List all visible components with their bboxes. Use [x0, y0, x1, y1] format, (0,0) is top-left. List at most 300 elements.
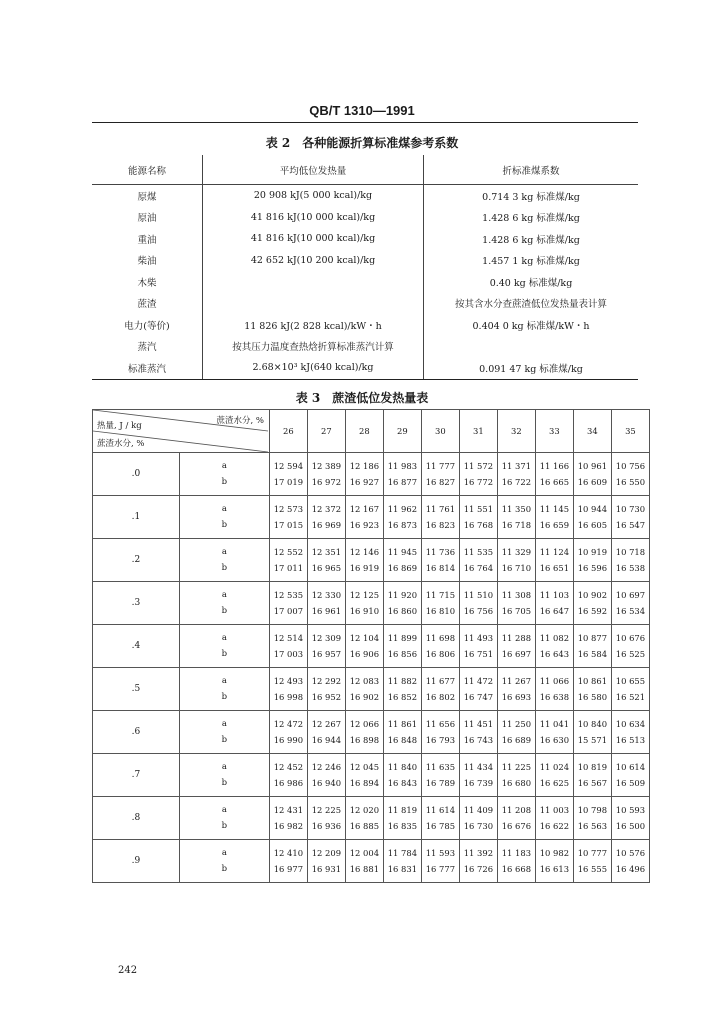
heat-value-cell — [307, 453, 345, 496]
row-label-b: b — [221, 563, 228, 573]
heat-value-b: 16 743 — [463, 735, 494, 745]
heat-value-a: 11 472 — [463, 676, 494, 686]
heat-value-a: 11 656 — [425, 719, 456, 729]
heat-value-a: 11 145 — [539, 504, 570, 514]
heat-value-b: 16 856 — [387, 649, 418, 659]
heat-value-cell — [497, 582, 535, 625]
heat-value-b: 16 710 — [501, 563, 532, 573]
heat-value-b: 16 877 — [387, 477, 418, 487]
column-header: 29 — [383, 410, 421, 453]
heat-value-a: 12 045 — [349, 762, 380, 772]
heat-value-a: 11 535 — [463, 547, 494, 557]
heat-value-b: 16 547 — [615, 520, 646, 530]
heat-value-a: 11 288 — [501, 633, 532, 643]
heat-value-a: 11 066 — [539, 676, 570, 686]
table-row — [93, 582, 650, 625]
heat-value-a: 10 655 — [615, 676, 646, 686]
heat-value-cell — [383, 625, 421, 668]
avg-heat: 按其压力温度查热焓折算标准蒸汽计算 — [203, 336, 424, 358]
heat-value-a: 11 183 — [501, 848, 532, 858]
heat-value-a: 12 330 — [311, 590, 342, 600]
heat-value-b: 16 668 — [501, 864, 532, 874]
heat-value-b: 16 609 — [577, 477, 608, 487]
heat-value-cell — [345, 840, 383, 883]
heat-value-cell — [497, 496, 535, 539]
row-label-b: b — [221, 778, 228, 788]
heat-value-cell — [573, 496, 611, 539]
heat-value-a: 10 798 — [577, 805, 608, 815]
heat-value-a: 11 024 — [539, 762, 570, 772]
ab-label-cell — [179, 754, 269, 797]
ash-group-label: .6 — [93, 711, 180, 754]
column-header: 33 — [535, 410, 573, 453]
heat-value-cell — [535, 668, 573, 711]
table-row — [93, 754, 650, 797]
heat-value-a: 11 225 — [501, 762, 532, 772]
heat-value-a: 11 784 — [387, 848, 418, 858]
table-row — [93, 496, 650, 539]
heat-value-b: 16 605 — [577, 520, 608, 530]
row-label-b: b — [221, 520, 228, 530]
heat-value-cell — [421, 668, 459, 711]
row-label-b: b — [221, 606, 228, 616]
heat-value-cell — [269, 754, 307, 797]
heat-value-a: 11 371 — [501, 461, 532, 471]
heat-value-cell — [573, 711, 611, 754]
heat-value-cell — [383, 711, 421, 754]
heat-value-a: 11 698 — [425, 633, 456, 643]
heat-value-a: 11 103 — [539, 590, 570, 600]
heat-value-a: 12 552 — [273, 547, 304, 557]
heat-value-b: 16 693 — [501, 692, 532, 702]
heat-value-b: 16 894 — [349, 778, 380, 788]
table-row — [92, 207, 638, 229]
heat-value-cell — [421, 840, 459, 883]
energy-name: 电力(等价) — [92, 314, 203, 336]
coefficient: 0.091 47 kg 标准煤/kg — [424, 357, 639, 379]
ash-group-label: .3 — [93, 582, 180, 625]
heat-value-a: 12 146 — [349, 547, 380, 557]
heat-value-a: 12 535 — [273, 590, 304, 600]
heat-value-a: 12 452 — [273, 762, 304, 772]
heat-value-a: 11 677 — [425, 676, 456, 686]
heat-value-b: 16 835 — [387, 821, 418, 831]
heat-value-a: 11 003 — [539, 805, 570, 815]
heat-value-cell — [307, 539, 345, 582]
table-row — [93, 539, 650, 582]
heat-value-cell — [497, 840, 535, 883]
heat-value-b: 16 705 — [501, 606, 532, 616]
heat-value-cell — [611, 582, 649, 625]
heat-value-cell — [269, 496, 307, 539]
heat-value-cell — [573, 840, 611, 883]
heat-value-cell — [307, 711, 345, 754]
heat-value-cell — [345, 711, 383, 754]
ash-group-label: .2 — [93, 539, 180, 582]
heat-value-b: 16 525 — [615, 649, 646, 659]
heat-value-cell — [535, 539, 573, 582]
heat-value-a: 12 410 — [273, 848, 304, 858]
heat-value-a: 11 493 — [463, 633, 494, 643]
avg-heat: 41 816 kJ(10 000 kcal)/kg — [203, 207, 424, 229]
table-row — [93, 668, 650, 711]
heat-value-cell — [383, 754, 421, 797]
heat-value-cell — [497, 668, 535, 711]
heat-value-cell — [459, 754, 497, 797]
heat-value-cell — [573, 797, 611, 840]
heat-value-a: 11 983 — [387, 461, 418, 471]
avg-heat — [203, 293, 424, 315]
heat-value-a: 12 020 — [349, 805, 380, 815]
heat-value-a: 11 308 — [501, 590, 532, 600]
heat-value-a: 10 676 — [615, 633, 646, 643]
heat-value-b: 16 923 — [349, 520, 380, 530]
heat-value-b: 16 944 — [311, 735, 342, 745]
heat-value-a: 12 389 — [311, 461, 342, 471]
coefficient: 0.404 0 kg 标准煤/kW・h — [472, 320, 590, 332]
heat-value-a: 10 961 — [577, 461, 608, 471]
heat-value-cell — [383, 582, 421, 625]
heat-value-a: 10 730 — [615, 504, 646, 514]
heat-value-a: 11 840 — [387, 762, 418, 772]
heat-value-b: 16 852 — [387, 692, 418, 702]
heat-value-a: 12 167 — [349, 504, 380, 514]
heat-value-cell — [269, 625, 307, 668]
heat-value-b: 16 952 — [311, 692, 342, 702]
heat-value-cell — [307, 625, 345, 668]
heat-value-b: 16 977 — [273, 864, 304, 874]
heat-value-b: 16 998 — [273, 692, 304, 702]
heat-value-cell — [345, 582, 383, 625]
heat-value-a: 12 493 — [273, 676, 304, 686]
heat-value-b: 16 521 — [615, 692, 646, 702]
header-coefficient: 折标准煤系数 — [424, 155, 639, 185]
heat-value-a: 10 697 — [615, 590, 646, 600]
heat-value-b: 16 538 — [615, 563, 646, 573]
table-row — [92, 185, 638, 207]
avg-heat: 2.68×10³ kJ(640 kcal)/kg — [203, 357, 424, 379]
heat-value-b: 16 806 — [425, 649, 456, 659]
heat-value-b: 16 848 — [387, 735, 418, 745]
coefficient: 0.714 3 kg 标准煤/kg — [482, 191, 580, 203]
heat-value-a: 11 208 — [501, 805, 532, 815]
heat-value-b: 16 689 — [501, 735, 532, 745]
heat-value-cell — [459, 840, 497, 883]
heat-value-cell — [307, 754, 345, 797]
heat-value-cell — [535, 840, 573, 883]
heat-value-a: 10 593 — [615, 805, 646, 815]
heat-value-b: 16 789 — [425, 778, 456, 788]
row-label-a: a — [221, 461, 227, 471]
ash-group-label: .7 — [93, 754, 180, 797]
row-label-b: b — [221, 735, 228, 745]
heat-value-a: 11 267 — [501, 676, 532, 686]
heat-value-b: 16 982 — [273, 821, 304, 831]
heat-value-b: 16 919 — [349, 563, 380, 573]
heat-value-b: 16 936 — [311, 821, 342, 831]
heat-value-b: 16 965 — [311, 563, 342, 573]
heat-value-cell — [269, 711, 307, 754]
heat-value-cell — [345, 496, 383, 539]
heat-value-cell — [307, 668, 345, 711]
heat-value-cell — [611, 496, 649, 539]
heat-value-a: 10 877 — [577, 633, 608, 643]
heat-value-cell — [497, 539, 535, 582]
heat-value-b: 16 584 — [577, 649, 608, 659]
heat-value-cell — [383, 840, 421, 883]
heat-value-a: 11 250 — [501, 719, 532, 729]
heat-value-a: 10 982 — [539, 848, 570, 858]
heat-value-a: 12 351 — [311, 547, 342, 557]
heat-value-a: 11 593 — [425, 848, 456, 858]
heat-value-b: 17 011 — [273, 563, 304, 573]
heat-value-cell — [307, 840, 345, 883]
column-header: 31 — [459, 410, 497, 453]
heat-value-b: 16 831 — [387, 864, 418, 874]
header-energy-name: 能源名称 — [92, 155, 203, 185]
heat-value-b: 16 726 — [463, 864, 494, 874]
heat-value-a: 11 777 — [425, 461, 456, 471]
table-row — [93, 625, 650, 668]
table3-header-row — [93, 410, 650, 453]
ab-label-cell — [179, 453, 269, 496]
heat-value-cell — [497, 711, 535, 754]
heat-value-a: 12 309 — [311, 633, 342, 643]
heat-value-a: 11 082 — [539, 633, 570, 643]
heat-value-a: 10 819 — [577, 762, 608, 772]
heat-value-cell — [459, 453, 497, 496]
heat-value-cell — [269, 668, 307, 711]
heat-value-b: 17 003 — [273, 649, 304, 659]
heat-value-b: 16 659 — [539, 520, 570, 530]
ash-group-label: .0 — [93, 453, 180, 496]
column-header: 34 — [573, 410, 611, 453]
heat-value-a: 11 962 — [387, 504, 418, 514]
heat-value-b: 16 990 — [273, 735, 304, 745]
heat-value-b: 16 764 — [463, 563, 494, 573]
heat-value-cell — [421, 797, 459, 840]
column-header: 27 — [307, 410, 345, 453]
heat-value-cell — [573, 754, 611, 797]
heat-value-b: 16 596 — [577, 563, 608, 573]
heat-value-cell — [459, 668, 497, 711]
avg-heat: 11 826 kJ(2 828 kcal)/kW・h — [203, 314, 424, 336]
heat-value-a: 11 945 — [387, 547, 418, 557]
heat-value-cell — [535, 453, 573, 496]
heat-value-a: 11 392 — [463, 848, 494, 858]
heat-value-b: 16 802 — [425, 692, 456, 702]
column-header: 30 — [421, 410, 459, 453]
table-row — [92, 314, 638, 336]
row-label-a: a — [221, 633, 227, 643]
row-label-b: b — [221, 864, 228, 874]
heat-value-b: 16 630 — [539, 735, 570, 745]
heat-value-cell — [611, 625, 649, 668]
heat-value-b: 16 972 — [311, 477, 342, 487]
heat-value-cell — [535, 711, 573, 754]
heat-value-cell — [383, 668, 421, 711]
heat-value-cell — [421, 754, 459, 797]
row-label-a: a — [221, 590, 227, 600]
heat-value-cell — [535, 797, 573, 840]
heat-value-a: 12 372 — [311, 504, 342, 514]
heat-value-a: 10 840 — [577, 719, 608, 729]
heat-value-a: 12 066 — [349, 719, 380, 729]
row-label-a: a — [221, 762, 227, 772]
heat-value-cell — [535, 496, 573, 539]
heat-value-b: 16 986 — [273, 778, 304, 788]
heat-value-b: 16 555 — [577, 864, 608, 874]
heat-value-b: 16 625 — [539, 778, 570, 788]
heat-value-b: 16 823 — [425, 520, 456, 530]
heat-value-a: 11 166 — [539, 461, 570, 471]
heat-value-a: 11 510 — [463, 590, 494, 600]
ab-label-cell — [179, 496, 269, 539]
heat-value-cell — [573, 453, 611, 496]
heat-value-cell — [611, 754, 649, 797]
ab-label-cell — [179, 840, 269, 883]
header-avg-heat: 平均低位发热量 — [203, 155, 424, 185]
heat-value-a: 12 267 — [311, 719, 342, 729]
heat-value-cell — [307, 582, 345, 625]
heat-value-b: 16 902 — [349, 692, 380, 702]
corner-label-heat: 热量, J / kg — [97, 421, 142, 431]
heat-value-a: 11 124 — [539, 547, 570, 557]
heat-value-b: 16 665 — [539, 477, 570, 487]
heat-value-a: 11 715 — [425, 590, 456, 600]
heat-value-a: 11 614 — [425, 805, 456, 815]
column-header: 32 — [497, 410, 535, 453]
heat-value-b: 16 643 — [539, 649, 570, 659]
heat-value-a: 12 125 — [349, 590, 380, 600]
heat-value-cell — [573, 582, 611, 625]
energy-name: 柴油 — [92, 250, 203, 272]
heat-value-b: 16 747 — [463, 692, 494, 702]
energy-name: 原煤 — [92, 185, 203, 207]
heat-value-cell — [459, 797, 497, 840]
energy-name: 蔗渣 — [92, 293, 203, 315]
heat-value-b: 16 843 — [387, 778, 418, 788]
heat-value-cell — [269, 582, 307, 625]
heat-value-b: 16 810 — [425, 606, 456, 616]
heat-value-cell — [345, 625, 383, 668]
ash-group-label: .8 — [93, 797, 180, 840]
heat-value-b: 16 940 — [311, 778, 342, 788]
heat-value-cell — [611, 797, 649, 840]
heat-value-a: 12 472 — [273, 719, 304, 729]
corner-label-ash: 蔗渣水分, % — [97, 439, 145, 449]
standard-number: QB/T 1310—1991 — [309, 103, 415, 118]
heat-value-cell — [611, 668, 649, 711]
row-label-b: b — [221, 692, 228, 702]
heat-value-b: 16 613 — [539, 864, 570, 874]
energy-name: 标准蒸汽 — [92, 357, 203, 379]
heat-value-cell — [421, 496, 459, 539]
table-row — [93, 453, 650, 496]
heat-value-b: 16 931 — [311, 864, 342, 874]
corner-cell — [93, 410, 270, 453]
heat-value-cell — [383, 453, 421, 496]
heat-value-a: 12 431 — [273, 805, 304, 815]
heat-value-a: 11 041 — [539, 719, 570, 729]
heat-value-a: 10 919 — [577, 547, 608, 557]
column-header: 26 — [269, 410, 307, 453]
heat-value-b: 16 860 — [387, 606, 418, 616]
heat-value-cell — [421, 539, 459, 582]
heat-value-b: 16 827 — [425, 477, 456, 487]
heat-value-b: 16 785 — [425, 821, 456, 831]
heat-value-a: 10 944 — [577, 504, 608, 514]
heat-value-b: 16 534 — [615, 606, 646, 616]
heat-value-cell — [345, 797, 383, 840]
row-label-a: a — [221, 547, 227, 557]
heat-value-b: 16 622 — [539, 821, 570, 831]
heat-value-cell — [611, 711, 649, 754]
heat-value-a: 10 861 — [577, 676, 608, 686]
heat-value-cell — [611, 453, 649, 496]
heat-value-a: 10 777 — [577, 848, 608, 858]
table-row — [92, 250, 638, 272]
heat-value-a: 11 329 — [501, 547, 532, 557]
avg-heat: 41 816 kJ(10 000 kcal)/kg — [203, 228, 424, 250]
corner-label-water: 蔗渣水分, % — [216, 416, 264, 426]
heat-value-b: 16 647 — [539, 606, 570, 616]
heat-value-cell — [459, 539, 497, 582]
heat-value-a: 10 614 — [615, 762, 646, 772]
heat-value-b: 16 496 — [615, 864, 646, 874]
heat-value-a: 12 292 — [311, 676, 342, 686]
ab-label-cell — [179, 711, 269, 754]
heat-value-cell — [421, 625, 459, 668]
coefficient: 1.428 6 kg 标准煤/kg — [482, 213, 580, 225]
heat-value-cell — [421, 453, 459, 496]
heat-value-b: 16 910 — [349, 606, 380, 616]
row-label-a: a — [221, 504, 227, 514]
heat-value-cell — [497, 754, 535, 797]
column-header: 35 — [611, 410, 649, 453]
heat-value-b: 16 927 — [349, 477, 380, 487]
table2-header-row — [92, 155, 638, 185]
heat-value-a: 12 083 — [349, 676, 380, 686]
row-label-a: a — [221, 848, 227, 858]
table-row — [92, 293, 638, 315]
heat-value-b: 15 571 — [577, 735, 608, 745]
table-row — [93, 711, 650, 754]
avg-heat — [203, 271, 424, 293]
header-rule — [92, 122, 638, 123]
heat-value-a: 11 350 — [501, 504, 532, 514]
heat-value-b: 16 563 — [577, 821, 608, 831]
heat-value-cell — [421, 711, 459, 754]
heat-value-cell — [497, 797, 535, 840]
row-label-b: b — [221, 649, 228, 659]
row-label-a: a — [221, 719, 227, 729]
heat-value-b: 16 567 — [577, 778, 608, 788]
heat-value-a: 10 634 — [615, 719, 646, 729]
heat-value-a: 11 409 — [463, 805, 494, 815]
heat-value-a: 12 186 — [349, 461, 380, 471]
heat-value-a: 11 920 — [387, 590, 418, 600]
heat-value-a: 11 551 — [463, 504, 494, 514]
heat-value-cell — [383, 496, 421, 539]
heat-value-b: 16 961 — [311, 606, 342, 616]
ab-label-cell — [179, 668, 269, 711]
heat-value-cell — [383, 539, 421, 582]
ash-group-label: .5 — [93, 668, 180, 711]
heat-value-a: 12 209 — [311, 848, 342, 858]
heat-value-a: 10 902 — [577, 590, 608, 600]
heat-value-b: 16 550 — [615, 477, 646, 487]
